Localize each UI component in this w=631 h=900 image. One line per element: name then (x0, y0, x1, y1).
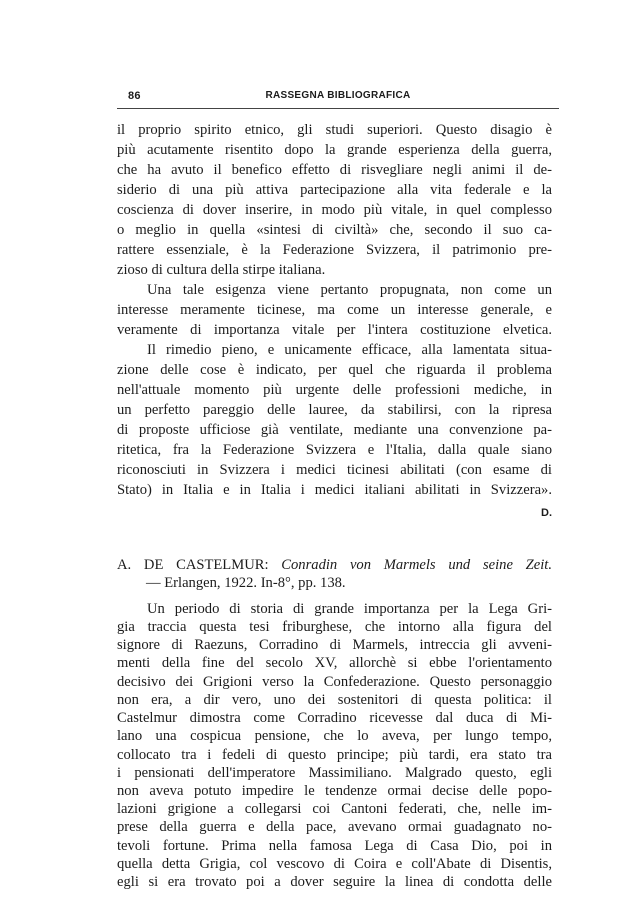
text-line: zioso di cultura della stirpe italiana. (117, 262, 326, 278)
signature (117, 502, 552, 522)
text-line: i pensionati dell'imperatore Massimiliano. Malgrado questo, egli (117, 764, 552, 781)
review-heading (117, 555, 552, 575)
text-line: rattere essenziale, è la Federazione Svizzera, il patrimonio pre- (117, 242, 552, 258)
text-line: siderio di una più attiva partecipazione alla vita federale e la (117, 182, 552, 198)
text-line: interesse meramente ticinese, ma come un interesse generale, e (117, 302, 552, 318)
text-line: zione delle cose è indicato, per quel che riguarda il problema (117, 362, 552, 378)
text-line: lano una cospicua pensione, che lo aveva, per lungo tempo, (117, 728, 552, 745)
text-line: egli si era trovato poi a dover seguire la linea di condotta delle (117, 874, 552, 890)
text-line: che ha avuto il benefico effetto di risvegliare negli animi il de- (117, 162, 552, 178)
running-header (117, 88, 559, 104)
signature-initial: D. (541, 507, 552, 519)
text-line: decisivo dei Grigioni verso la Confederazione. Questo personaggio (117, 673, 552, 690)
text-line: Il rimedio pieno, e unicamente efficace, alla lamentata situa- (147, 342, 552, 358)
text-line: riconosciuti in Svizzera i medici ticinesi abilitati (con esame di (117, 462, 552, 478)
text-line: menti della fine del secolo XV, allorchè si ebbe l'orientamento (117, 655, 552, 672)
review-author: A. DE CASTELMUR: (117, 557, 269, 573)
text-line: il proprio spirito etnico, gli studi superiori. Questo disagio è (117, 122, 552, 138)
text-line: ritetica, fra la Federazione Svizzera e l'Italia, dalla quale siano (117, 442, 552, 458)
text-line: signore di Raezuns, Corradino di Marmels, intreccia gli avveni- (117, 637, 552, 654)
text-line: Stato) in Italia e in Italia i medici italiani abilitati in Svizzera». (117, 482, 552, 498)
text-line: collocato tra i fedeli di questo principe; più tardi, era stato tra (117, 746, 552, 763)
review-imprint: — Erlangen, 1922. In-8°, pp. 138. (146, 575, 346, 592)
text-line: quella detta Grigia, col vescovo di Coira e coll'Abate di Disentis, (117, 855, 552, 872)
text-line: più acutamente risentito dopo la grande esperienza della guerra, (117, 142, 552, 158)
text-line: Una tale esigenza viene pertanto propugnata, non come un (147, 282, 552, 298)
header-rule (117, 108, 559, 109)
page-number: 86 (128, 90, 141, 102)
text-line: Un periodo di storia di grande importanza per la Lega Gri- (147, 600, 552, 617)
text-line: non aveva potuto impedire le tendenze ormai decise delle popo- (117, 782, 552, 799)
text-line: o meglio in quella «sintesi di civiltà» che, secondo il suo ca- (117, 222, 552, 238)
text-line: prese della guerra e della pace, avevano ormai guadagnato no- (117, 819, 552, 836)
text-line: Castelmur dimostra come Corradino ricevesse dal duca di Mi- (117, 710, 552, 726)
text-line: gia traccia questa tesi friburghese, che intorno alla figura del (117, 618, 552, 635)
text-line: non era, a dir vero, uno dei sostenitori di questa politica: il (117, 691, 552, 708)
text-line: di proposte ufficiose già ventilate, mediante una convenzione pa- (117, 422, 552, 438)
running-title: RASSEGNA BIBLIOGRAFICA (265, 90, 411, 101)
text-line: coscienza di dover inserire, in modo più vitale, in quel complesso (117, 202, 552, 218)
review-title: Conradin von Marmels und seine Zeit. (281, 557, 553, 573)
text-line: veramente di importanza vitale per l'intera costituzione elvetica. (117, 322, 552, 338)
text-line: un perfetto pareggio delle lauree, da stabilirsi, con la ripresa (117, 402, 552, 418)
text-line: tevoli fortune. Prima nella famosa Lega di Casa Dio, poi in (117, 837, 552, 854)
text-line: lazioni grigione a collegarsi coi Cantoni federati, che, nelle im- (117, 801, 552, 818)
text-line: nell'attuale momento più urgente delle professioni mediche, in (117, 382, 552, 398)
